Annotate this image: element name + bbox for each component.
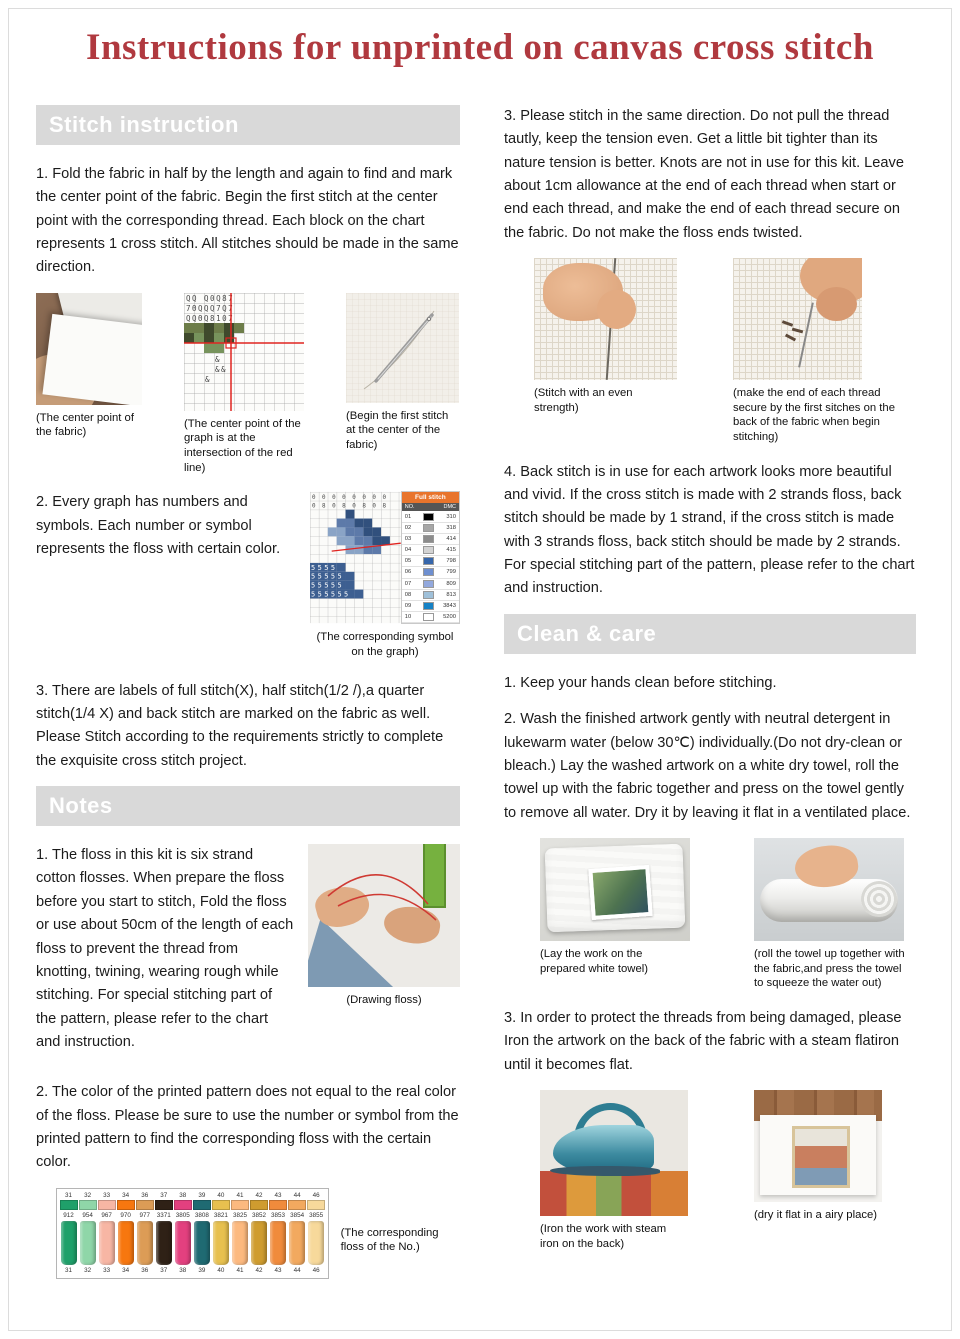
section-header-stitch-instruction: Stitch instruction <box>36 105 460 145</box>
figure-even-strength <box>534 258 677 415</box>
svg-text:QQΘQ8107: QQΘQ8107 <box>186 313 235 323</box>
figure-caption: (The center point of the fabric) <box>36 411 134 439</box>
stitch-paragraph-3: 3. There are labels of full stitch(X), half stitch(1/2 /),a quarter stitch(1/4 X) and back stitch are marked on the fabric as well. Please Stitch according to the requirements strictly to complete the exquisite cross stitch project. <box>36 682 444 769</box>
floss-numbers-top: 31 32 33 34 36 37 38 39 40 41 42 43 44 46 <box>65 1191 320 1199</box>
figure-caption: (The corresponding floss of the No.) <box>340 1226 439 1254</box>
photo-needle-on-fabric <box>346 293 459 403</box>
section-header-clean-care: Clean & care <box>504 614 916 654</box>
figure-roll-towel <box>754 838 914 991</box>
towel-roll-end-shape <box>861 881 897 917</box>
needle-shape <box>798 302 814 367</box>
notes-paragraph-1: 1. The floss in this kit is six strand cotton flosses. When prepare the floss before you start to stitch, Fold the floss or use about 50cm of the length of each floss to prevent the thread from knotting, twining, wearing rough while stitching. For special stitching part of the pattern, please refer to the chart and instruction. <box>36 847 294 1050</box>
floss-numbers-dmc: 912 954 967 970 977 3371 3805 3808 3821 3825 3852 3853 3854 3855 <box>63 1211 324 1219</box>
svg-text:55555: 55555 <box>310 581 345 590</box>
red-thread-graphic <box>308 844 460 987</box>
floss-bundles <box>59 1220 326 1266</box>
photo-steam-iron <box>540 1090 688 1216</box>
figure-caption: (Iron the work with steam iron on the back) <box>540 1222 667 1250</box>
photo-center-point-fabric <box>36 293 142 405</box>
photo-thread-secure <box>733 258 862 380</box>
figure-symbol-graph <box>310 491 460 659</box>
photo-dry-flat <box>754 1090 882 1202</box>
svg-text:7ΘQQQ7Q7: 7ΘQQQ7Q7 <box>186 303 235 313</box>
artwork-shape <box>792 1126 849 1188</box>
svg-text:&&: && <box>215 364 228 374</box>
stitch-paragraph-1: 1. Fold the fabric in half by the length and again to find and mark the center point of the fabric. Begin the first stitch at the center point with the corresponding thread. Each block on the chart represents 1 cross stitch. All stitches should be made in the same direction. <box>36 166 459 276</box>
figure-lay-towel <box>540 838 690 976</box>
photo-drawing-floss <box>308 844 460 987</box>
photo-chart-grid <box>184 293 304 411</box>
fingertip-shape-2 <box>816 287 857 321</box>
cloth-shape <box>540 1171 688 1216</box>
figure-caption: (roll the towel up together with the fabric,and press the towel to squeeze the water out) <box>754 947 905 990</box>
svg-text:55555: 55555 <box>310 573 345 582</box>
figure-caption: (Drawing floss) <box>346 994 422 1007</box>
figure-caption: (dry it flat in a airy place) <box>754 1208 878 1221</box>
stitch-mark <box>782 320 793 327</box>
clean-paragraph-2: 2. Wash the finished artwork gently with neutral detergent in lukewarm water (below 30℃) individually.(Do not dry-clean or bleach.) Lay the washed artwork on a white dry towel, roll the towel up with the fabric together and press on the towel gently to remove all water. Dry it by leaving it flat in a ventilated place. <box>504 711 911 821</box>
figure-iron <box>540 1090 688 1251</box>
clean-paragraph-1: 1. Keep your hands clean before stitching. <box>504 674 777 691</box>
stitch-paragraph-2-block <box>36 491 460 665</box>
photo-lay-on-towel <box>540 838 690 941</box>
notes-paragraph-1-block <box>36 844 460 1067</box>
legend-rows: 01 310 02 318 03 414 04 415 05 798 06 799 07 809 08 813 09 3843 10 5200 <box>402 511 459 623</box>
figure-thread-secure <box>733 258 903 445</box>
wash-figures-row <box>504 838 916 991</box>
iron-soleplate-shape <box>550 1166 660 1176</box>
svg-text:0 8 0 8 0 8 0 8: 0 8 0 8 0 8 0 8 <box>311 504 388 511</box>
floss-chips <box>59 1200 326 1211</box>
full-stitch-legend <box>401 491 460 624</box>
figure-caption: (The center point of the graph is at the intersection of the red line) <box>184 417 301 474</box>
floss-numbers-bottom: 31 32 33 34 36 37 38 39 40 41 42 43 44 46 <box>65 1266 320 1274</box>
right-column <box>504 105 916 1279</box>
figure-caption: (make the end of each thread secure by the first sitches on the back of the fabric when begin stitching) <box>733 387 896 444</box>
legend-col-dmc: DMC <box>443 504 456 511</box>
legend-col-no: NO. <box>404 504 415 511</box>
photo-even-strength <box>534 258 677 380</box>
figure-center-point-graph <box>184 293 306 476</box>
clean-paragraph-3-iron: 3. In order to protect the threads from being damaged, please Iron the artwork on the back of the fabric with a steam flatiron until it becomes flat. <box>504 1009 902 1073</box>
floss-color-chart <box>56 1188 329 1279</box>
figure-caption: (Stitch with an even strength) <box>534 387 633 414</box>
svg-text:5555: 5555 <box>310 564 338 573</box>
artwork-shape <box>588 865 652 920</box>
stitch-paragraph-4-backstitch: 4. Back stitch is in use for each artwork looks more beautiful and vivid. If the cross stitch is made with 2 strands floss, back stitch should be made by 1 strand, if the cross stitch is made with 3 strands floss, back stitch should be made by 2 strands. For special stitching part of the pattern, please refer to the chart and instruction. <box>504 463 915 597</box>
svg-text:555555: 555555 <box>310 590 351 599</box>
page-title: Instructions for unprinted on canvas cross stitch <box>86 27 874 68</box>
svg-text:&: & <box>205 374 212 384</box>
stitch-figures-row <box>36 293 460 476</box>
section-header-notes: Notes <box>36 786 460 826</box>
figure-drawing-floss <box>308 844 460 1008</box>
legend-subheader <box>402 503 459 511</box>
figure-dry-flat <box>754 1090 884 1223</box>
floss-chart-caption <box>341 1188 460 1255</box>
tension-figures-row <box>504 258 916 445</box>
left-column <box>36 105 460 1279</box>
photo-roll-towel <box>754 838 904 941</box>
floss-chart-row <box>56 1188 460 1279</box>
legend-title: Full stitch <box>402 492 459 503</box>
stitch-paragraph-3-direction: 3. Please stitch in the same direction. Do not pull the thread tautly, keep the tension even. Get a little bit tighter than its nature tension is better. Knots are not in use for this kit. Leave about 1cm allowance at the end of each thread when start or end each thread, and make the end of each thread secure on the fabric. Do not make the floss ends twisted. <box>504 108 904 241</box>
figure-caption: (Lay the work on the prepared white towel) <box>540 947 649 975</box>
fabric-sheet-front <box>42 313 142 404</box>
figure-center-point-fabric <box>36 293 144 440</box>
notes-paragraph-2: 2. The color of the printed pattern does not equal to the real color of the floss. Please be sure to use the number or symbol from the printed pattern to find the corresponding floss with the certain color. <box>36 1084 459 1171</box>
stitch-paragraph-2: 2. Every graph has numbers and symbols. Each number or symbol represents the floss with certain color. <box>36 494 281 558</box>
svg-text:QQ Q0Q87: QQ Q0Q87 <box>186 293 235 303</box>
svg-text:&: & <box>215 354 222 364</box>
figure-begin-first-stitch <box>346 293 460 453</box>
stitch-mark <box>785 334 796 342</box>
figure-caption: (Begin the first stitch at the center of the fabric) <box>346 409 449 452</box>
stitch-mark <box>792 327 803 333</box>
figure-caption: (The corresponding symbol on the graph) <box>316 631 454 659</box>
photo-symbol-grid <box>310 491 401 624</box>
iron-figures-row <box>504 1090 916 1251</box>
svg-text:0 0 0 0 0 0 0 0: 0 0 0 0 0 0 0 0 <box>311 495 388 502</box>
